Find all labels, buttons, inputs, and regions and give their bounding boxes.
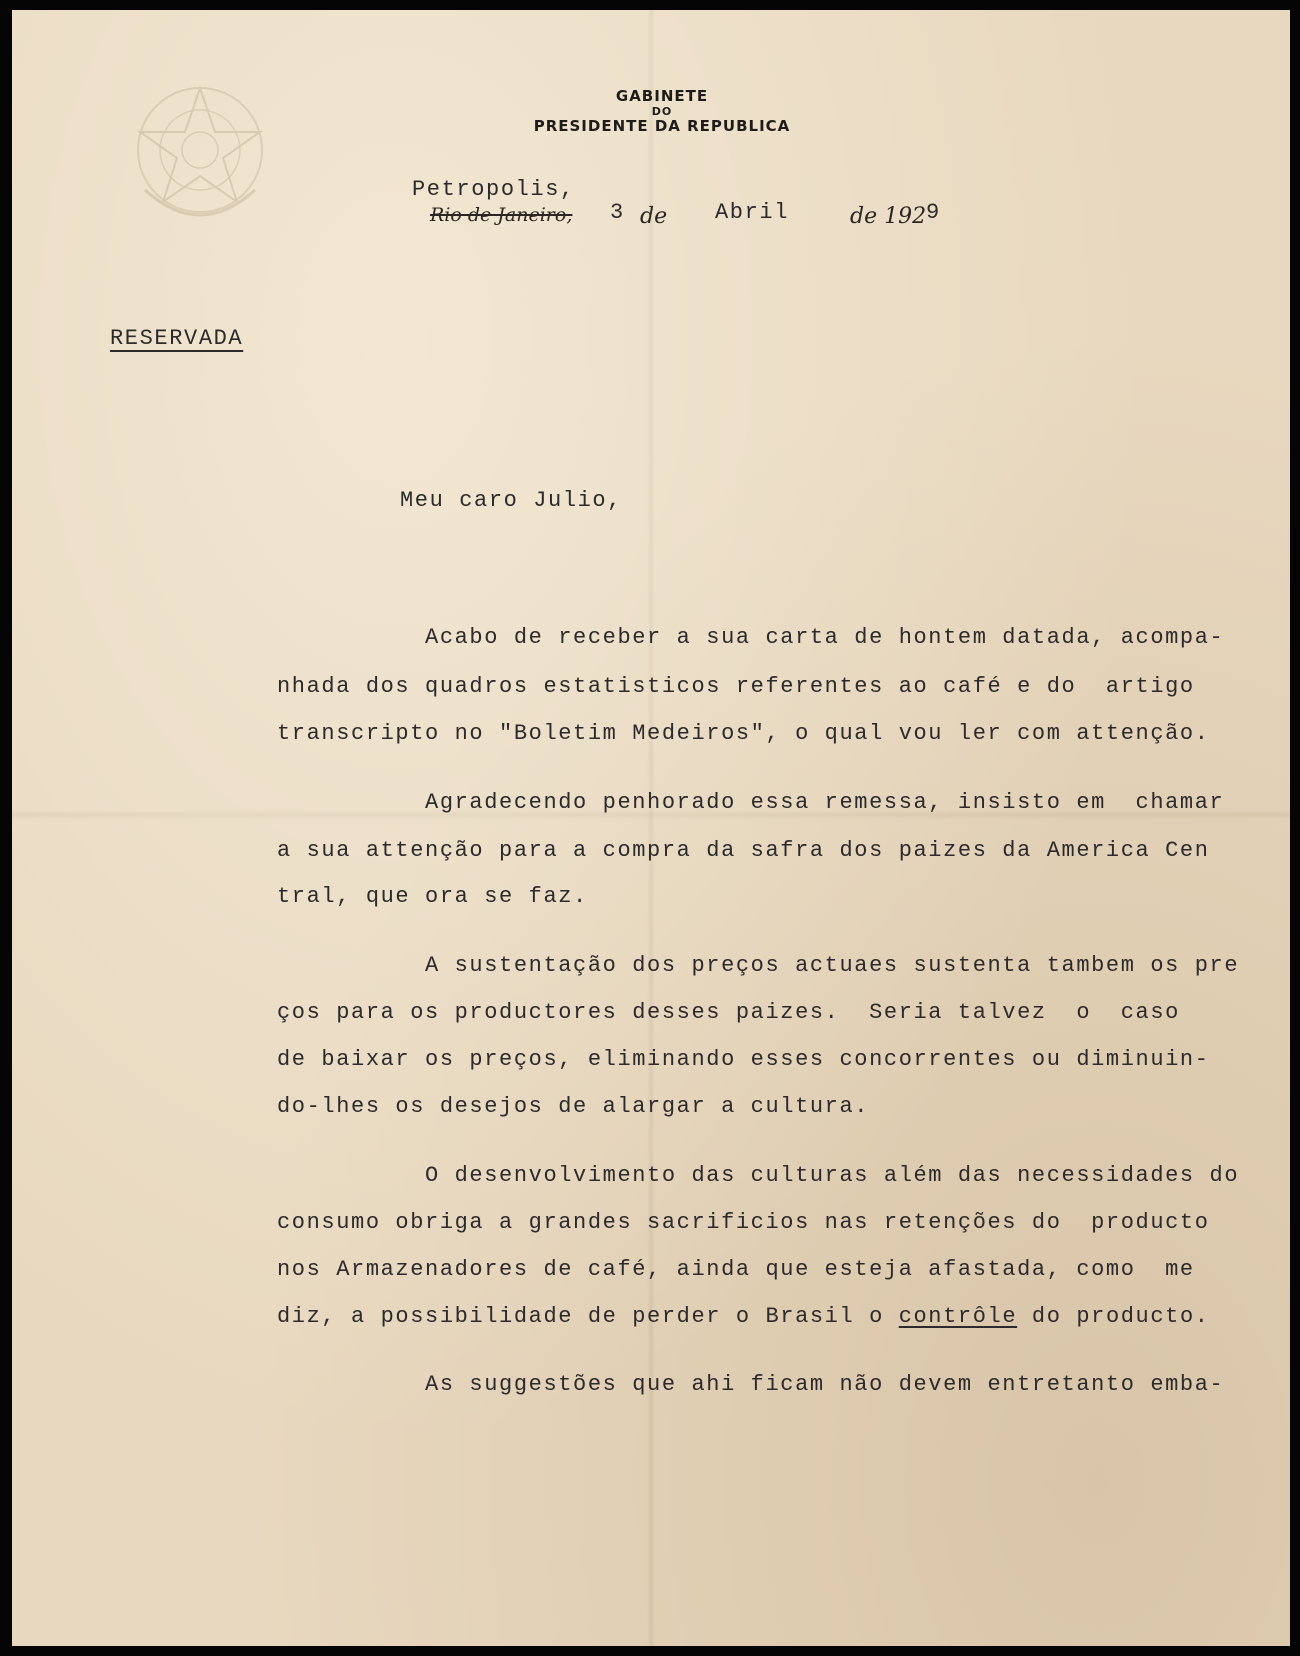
paragraph-line: Agradecendo penhorado essa remessa, insisto em chamar xyxy=(277,790,1225,815)
paragraph-line: de baixar os preços, eliminando esses concorrentes ou diminuin- xyxy=(277,1047,1210,1072)
paragraph-line: consumo obriga a grandes sacrificios nas retenções do producto xyxy=(277,1210,1210,1235)
paragraph-line: transcripto no "Boletim Medeiros", o qual vou ler com attenção. xyxy=(277,721,1210,746)
place-struck: Rio de Janeiro, xyxy=(430,204,573,226)
letterhead-line-2: DO xyxy=(651,105,673,118)
line-segment: do producto. xyxy=(1017,1304,1210,1329)
place-typed: Petropolis, xyxy=(412,177,575,202)
letterhead-line-3: PRESIDENTE DA REPUBLICA xyxy=(533,117,791,135)
line-segment: a sua attenção para a compra da safra dos paizes da America Cen xyxy=(277,838,1210,863)
paragraph-line: do-lhes os desejos de alargar a cultura. xyxy=(277,1094,870,1119)
date-de: de xyxy=(640,204,668,229)
letter-page xyxy=(12,10,1290,1646)
salutation: Meu caro Julio, xyxy=(400,488,623,513)
date-day: 3 xyxy=(610,200,625,225)
date-year-typed: 9 xyxy=(926,200,941,225)
paragraph-line: tral, que ora se faz. xyxy=(277,884,588,909)
paragraph-line: A sustentação dos preços actuaes sustenta tambem os pre xyxy=(277,953,1240,978)
paragraph-line: As suggestões que ahi ficam não devem entretanto emba- xyxy=(277,1372,1225,1397)
classification-label: RESERVADA xyxy=(110,326,244,351)
coat-of-arms-emboss-icon xyxy=(120,70,280,240)
paragraph-line xyxy=(277,838,1210,863)
paragraph-line: O desenvolvimento das culturas além das necessidades do xyxy=(277,1163,1240,1188)
paragraph-line xyxy=(277,1304,1210,1329)
paragraph-line: Acabo de receber a sua carta de hontem datada, acompa- xyxy=(277,625,1225,650)
date-year-printed: de 192 xyxy=(850,204,927,229)
date-month: Abril xyxy=(715,200,790,225)
letterhead xyxy=(462,88,862,135)
paragraph-line: nos Armazenadores de café, ainda que esteja afastada, como me xyxy=(277,1257,1195,1282)
line-segment: diz, a possibilidade de perder o Brasil o xyxy=(277,1304,899,1329)
underlined-word: contrôle xyxy=(898,1304,1018,1329)
paragraph-line: nhada dos quadros estatisticos referentes ao café e do artigo xyxy=(277,674,1195,699)
paragraph-line: ços para os productores desses paizes. Seria talvez o caso xyxy=(277,1000,1180,1025)
letterhead-line-1: GABINETE xyxy=(615,87,709,105)
